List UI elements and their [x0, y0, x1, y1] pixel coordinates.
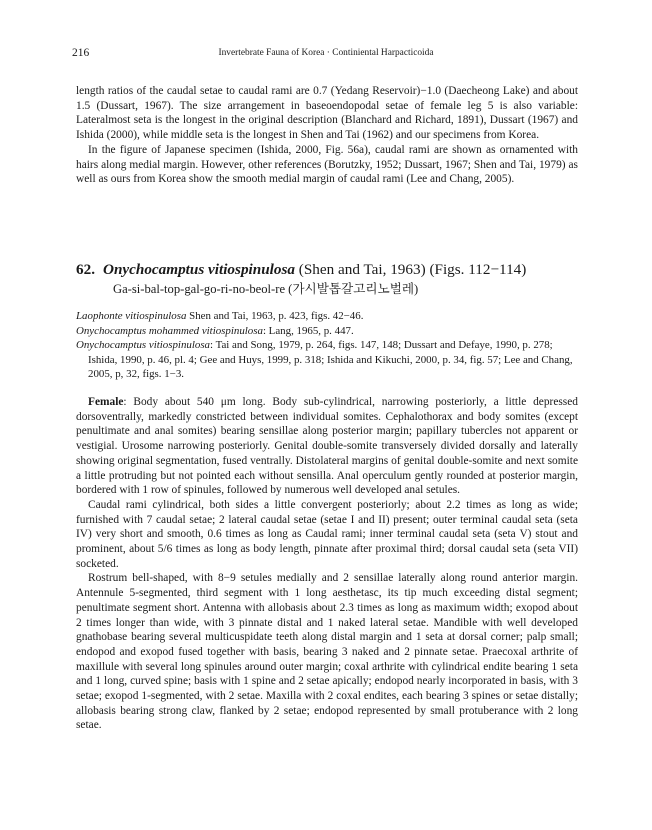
description-section — [76, 395, 578, 733]
synonym-entry — [76, 309, 578, 324]
synonym-taxon: Laophonte vitiospinulosa — [76, 310, 187, 322]
korean-name: Ga-si-bal-top-gal-go-ri-no-beol-re (가시발톱갈고리노벌레) — [113, 282, 419, 296]
synonymy-list — [76, 309, 578, 382]
species-authority: (Shen and Tai, 1963) (Figs. 112−114) — [298, 261, 527, 278]
synonym-entry — [76, 338, 578, 382]
species-number: 62. — [76, 261, 95, 278]
intro-paragraph: In the figure of Japanese specimen (Ishida, 2000, Fig. 56a), caudal rami are shown as ornamented with hairs along medial margin. However, other references (Borutzky, 1952; Dussart, 1967; Shen and Tai, 1979) as well as ours from Korea show the smooth medial margin of caudal rami (Lee and Chang, 2005). — [76, 143, 578, 186]
intro-section — [76, 84, 578, 187]
intro-paragraph: length ratios of the caudal setae to caudal rami are 0.7 (Yedang Reservoir)−1.0 (Daecheong Lake) and about 1.5 (Dussart, 1967). The size arrangement in baseoendopodal setae of female leg 5 is also variable: Lateralmost seta is the longest in the original description (Blanchard and Richard, 1891), Dussart (1967) and Ishida (2000), while middle seta is the longest in Shen and Tai (1962) and our specimens from Korea. — [76, 85, 578, 142]
female-text: : Body about 540 μm long. Body sub-cylindrical, narrowing posteriorly, a little depressed dorsoventrally, markedly constricted between individual somites. Cephalothorax and body somites (except penultimate and anal somites) bearing sensillae along posterior margin; papillary tubercles not apparent or vestigial. Urosome narrowing posteriorly. Genital double-somite transversely divided dorsally and laterally showing original segmentation, fused ventrally. Distolateral margins of genital double-somite and next somite a little protruding but not pointed each without sensilla. Anal operculum gently rounded at posterior margin, bordered with 1 row of spinules, followed by numerous well developed anal setules. — [76, 396, 578, 497]
synonym-citation: : Tai and Song, 1979, p. 264, figs. 147, 148; Dussart and Defaye, 1990, p. 278; Ishida, 1990, p. 46, pl. 4; Gee and Huys, 1999, p. 318; Ishida and Kikuchi, 2000, p. 34, fig. 57; Lee and Chang, 2005, p, 32, figs. 1−3. — [88, 339, 573, 380]
caudal-rami-description: Caudal rami cylindrical, both sides a little convergent posteriorly; about 2.2 times as long as wide; furnished with 7 caudal setae; 2 lateral caudal setae (setae I and II) present; outer terminal caudal seta (seta IV) very short and smooth, 0.6 times as long as Caudal rami; inner terminal caudal seta (seta V) stout and prominent, about 5/6 times as long as body length, pinnate after proximal third; dorsal caudal seta (seta VII) socketed. — [76, 498, 578, 570]
female-label: Female — [88, 396, 124, 408]
running-title: Invertebrate Fauna of Korea · Continiental Harpacticoida — [218, 48, 434, 58]
page-number: 216 — [72, 47, 90, 59]
species-title — [76, 260, 592, 279]
rostrum-description: Rostrum bell-shaped, with 8−9 setules medially and 2 sensillae laterally along round anterior margin. Antennule 5-segmented, third segment with 1 long aesthetasc, its tip much exceeding distal segment; penultimate segment short. Antenna with allobasis about 2.3 times as long as maximum width; exopod about 2 times longer than wide, with 3 pinnate distal and 1 naked lateral setae. Mandible with well developed gnathobase bearing several multicuspidate teeth along distal margin and 1 seta at dorsal corner; palp small; endopod and exopod fused together with basis, bearing 3 naked and 2 pinnate setae. Praecoxal arthrite of maxillule with several long spinules around outer margin; coxal arthrite with cylindrical endite bearing 1 seta and 1 long, curved spine; basis with 1 spine and 2 setae apically; endopod nearly incorporated in basis, with 3 setae; exopod 1-segmented, with 2 setae. Maxilla with 2 coxal endites, each bearing 3 spines or setae distally; allobasis bearing strong claw, flanked by 2 setae; endopod represented by small protuberance with 2 long setae. — [76, 572, 578, 732]
species-name: Onychocamptus vitiospinulosa — [102, 261, 295, 278]
species-heading — [76, 260, 592, 298]
synonym-entry — [76, 324, 578, 339]
synonym-taxon: Onychocamptus mohammed vitiospinulosa — [76, 324, 263, 337]
page-header — [72, 46, 580, 60]
synonym-citation: : Lang, 1965, p. 447. — [262, 324, 354, 337]
female-description — [76, 395, 578, 498]
synonym-citation: Shen and Tai, 1963, p. 423, figs. 42−46. — [186, 310, 364, 322]
synonym-taxon: Onychocamptus vitiospinulosa — [76, 339, 211, 351]
